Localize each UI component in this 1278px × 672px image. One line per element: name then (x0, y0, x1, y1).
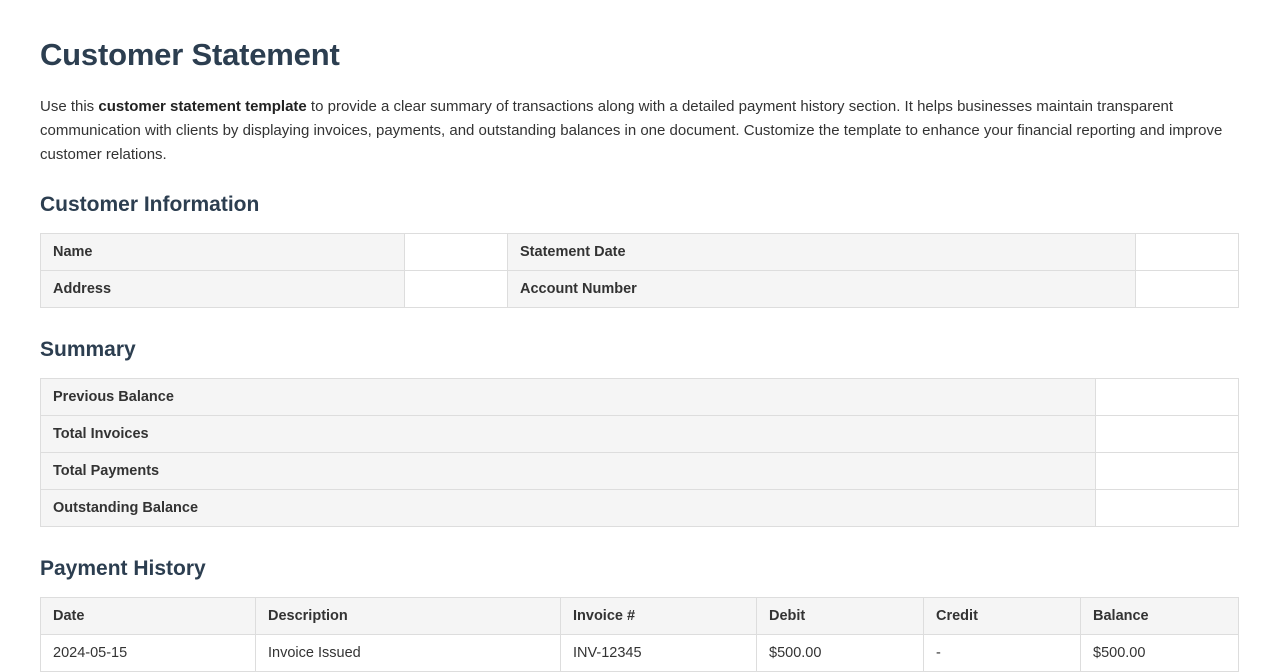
payment-history-section (40, 557, 1238, 672)
column-header-balance: Balance (1081, 598, 1239, 635)
cell-credit: - (924, 635, 1081, 672)
summary-table (40, 378, 1239, 527)
table-header-row (41, 598, 1239, 635)
table-row (41, 490, 1239, 527)
table-row (41, 416, 1239, 453)
column-header-debit: Debit (757, 598, 924, 635)
customer-name-label: Name (41, 234, 405, 271)
outstanding-balance-label: Outstanding Balance (41, 490, 1096, 527)
column-header-description: Description (256, 598, 561, 635)
total-payments-value[interactable] (1096, 453, 1239, 490)
table-row (41, 379, 1239, 416)
summary-heading: Summary (40, 338, 136, 362)
total-invoices-value[interactable] (1096, 416, 1239, 453)
intro-text-after: to provide a clear summary of transactions along with a detailed payment history section. It helps businesses maintain transparent communication with clients by displaying invoices, payments, and outstanding balances in one document. Customize the template to enhance your financial reporting and improve customer relations. (40, 98, 1223, 164)
intro-text-bold: customer statement template (98, 98, 307, 116)
previous-balance-label: Previous Balance (41, 379, 1096, 416)
customer-name-value[interactable] (405, 234, 508, 271)
customer-information-heading: Customer Information (40, 193, 260, 217)
previous-balance-value[interactable] (1096, 379, 1239, 416)
outstanding-balance-value[interactable] (1096, 490, 1239, 527)
cell-invoice: INV-12345 (561, 635, 757, 672)
cell-description: Invoice Issued (256, 635, 561, 672)
table-row (41, 271, 1239, 308)
cell-date: 2024-05-15 (41, 635, 256, 672)
cell-debit: $500.00 (757, 635, 924, 672)
payment-history-table (40, 597, 1239, 672)
payment-history-heading: Payment History (40, 557, 206, 581)
intro-paragraph (40, 95, 1238, 167)
table-row (41, 234, 1239, 271)
column-header-date: Date (41, 598, 256, 635)
cell-balance: $500.00 (1081, 635, 1239, 672)
summary-section (40, 338, 1238, 527)
account-number-label: Account Number (508, 271, 1136, 308)
total-invoices-label: Total Invoices (41, 416, 1096, 453)
customer-address-label: Address (41, 271, 405, 308)
statement-date-value[interactable] (1136, 234, 1239, 271)
intro-text-before: Use this (40, 98, 99, 116)
table-row (41, 453, 1239, 490)
table-row (41, 635, 1239, 672)
page-title: Customer Statement (40, 37, 340, 72)
statement-date-label: Statement Date (508, 234, 1136, 271)
account-number-value[interactable] (1136, 271, 1239, 308)
column-header-credit: Credit (924, 598, 1081, 635)
total-payments-label: Total Payments (41, 453, 1096, 490)
customer-information-section (40, 193, 1238, 308)
customer-information-table (40, 233, 1239, 308)
column-header-invoice: Invoice # (561, 598, 757, 635)
customer-address-value[interactable] (405, 271, 508, 308)
